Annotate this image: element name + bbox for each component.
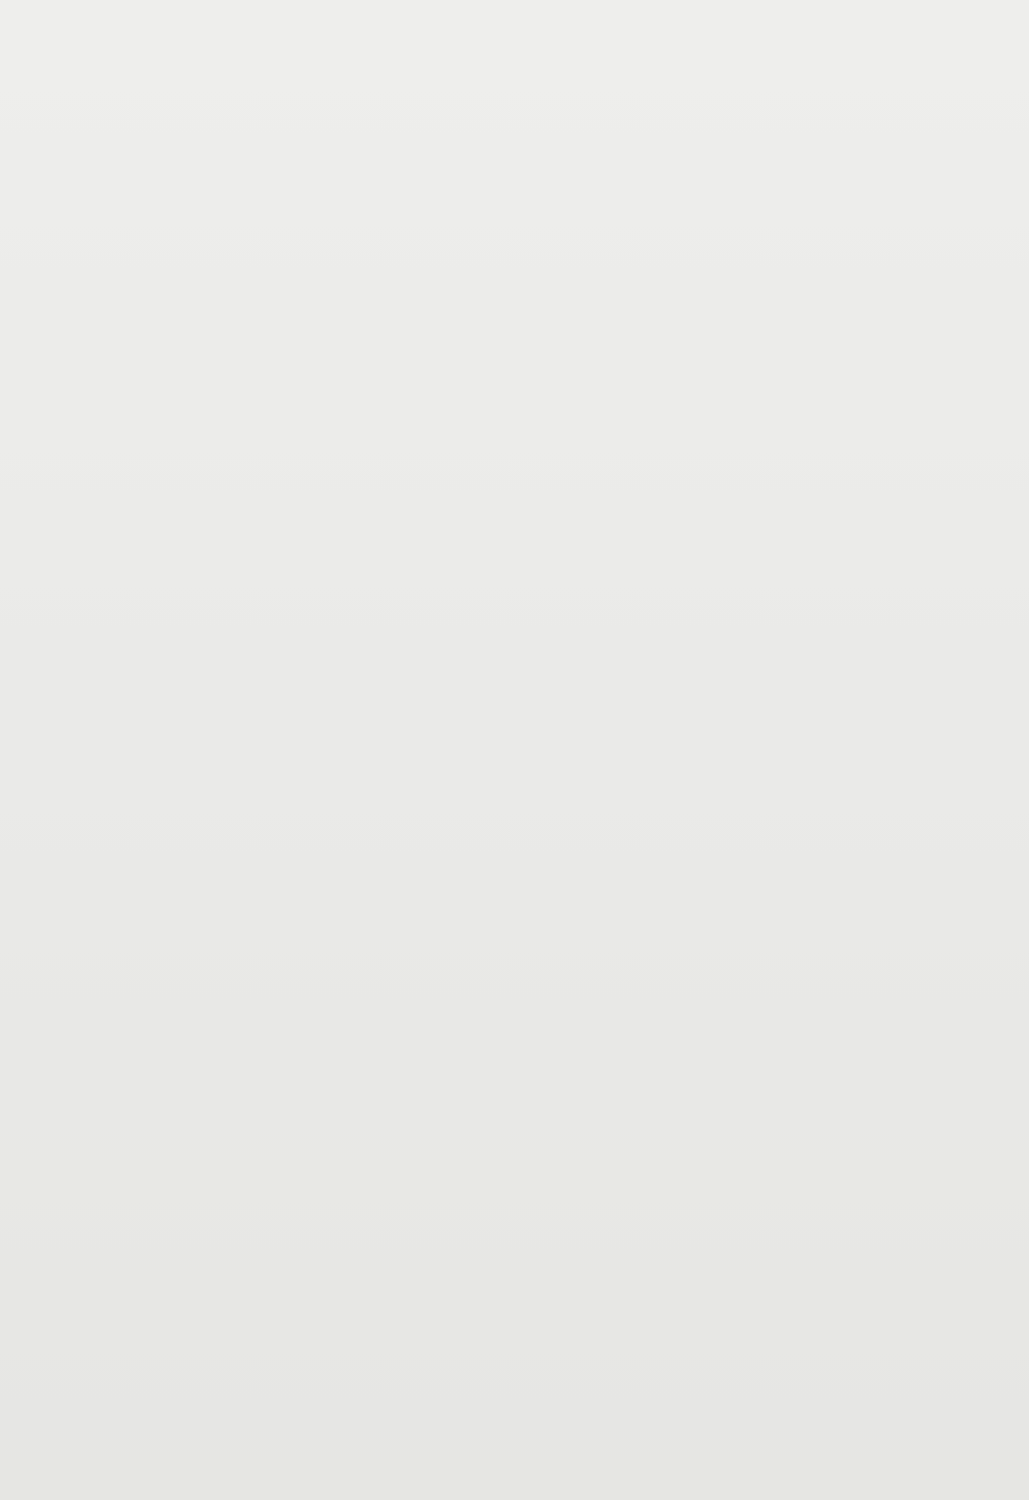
page-text [115, 68, 997, 168]
section-heading [115, 68, 997, 168]
